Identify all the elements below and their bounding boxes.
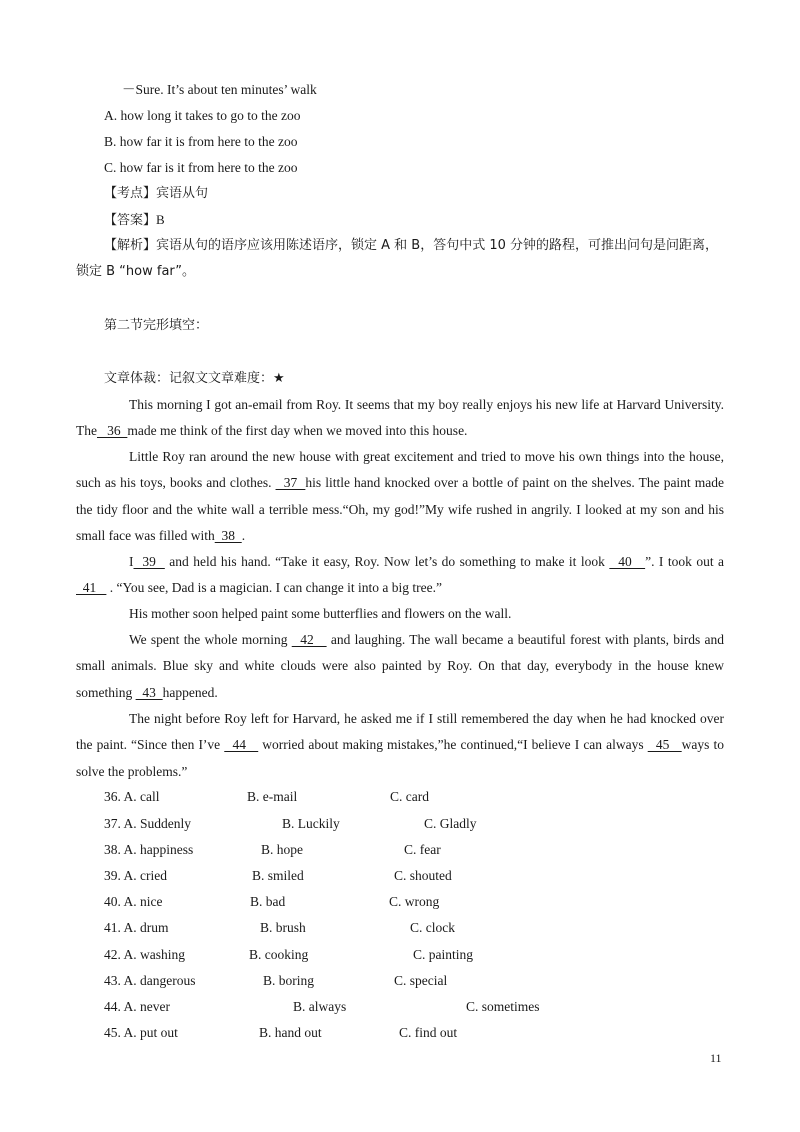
question-36-option-b: B. e-mail [247,789,298,804]
passage-paragraph-3: I 39 and held his hand. “Take it easy, Roy. Now let’s do something to make it look 40 ”. I took out a 41 . “You see, Dad is a magician. I can change it into a big tree.” [76,554,725,596]
jiexi-line-1 [104,237,718,255]
blank-43: 43 [135,684,163,700]
question-44-option-c: C. sometimes [466,999,540,1014]
question-41-option-c: C. clock [410,920,455,935]
question-42-option-c: C. painting [413,947,473,962]
kaodian-value: 宾语从句 [156,186,209,201]
question-40-option-b: B. bad [250,894,286,909]
question-41-option-a: 41. A. drum [104,920,169,935]
passage-paragraph-1: This morning I got an-email from Roy. It seems that my boy really enjoys his new life at Harvard University. The 36 made me think of the first day when we moved into this house. [76,397,724,439]
option-b: B. how far it is from here to the zoo [104,134,298,149]
question-42-option-b: B. cooking [249,947,309,962]
jiexi-label: 【解析】 [104,238,157,253]
question-43-option-b: B. boring [263,973,315,988]
kaodian-line [104,185,208,203]
blank-36: 36 [97,423,128,439]
blank-41: 41 [76,580,107,596]
option-c: C. how far is it from here to the zoo [104,160,298,175]
question-36-option-c: C. card [390,789,429,804]
question-37-option-b: B. Luckily [282,816,340,831]
jiexi-line-2: 锁定 B “how far”。 [76,264,196,279]
question-38-option-a: 38. A. happiness [104,842,194,857]
blank-45: 45 [647,737,682,753]
page-number: 11 [710,1051,722,1065]
answer-value: B [156,212,165,227]
question-45-option-c: C. find out [399,1025,458,1040]
blank-42: 42 [291,632,327,647]
question-45-option-b: B. hand out [259,1025,322,1040]
question-45-option-a: 45. A. put out [104,1025,178,1040]
question-38-option-b: B. hope [261,842,303,857]
question-37-option-a: 37. A. Suddenly [104,816,192,831]
question-37-option-c: C. Gladly [424,816,477,831]
blank-40: 40 [609,554,646,569]
blank-38: 38 [214,527,242,543]
question-40-option-c: C. wrong [389,894,440,909]
blank-44: 44 [224,737,259,753]
question-42-option-a: 42. A. washing [104,947,185,962]
option-a: A. how long it takes to go to the zoo [104,108,301,123]
question-40-option-a: 40. A. nice [104,894,163,909]
question-38-option-c: C. fear [404,842,441,857]
passage-paragraph-4: His mother soon helped paint some butterflies and flowers on the wall. [129,606,512,621]
question-43-option-c: C. special [394,973,448,988]
jiexi-text-1: 宾语从句的语序应该用陈述语序，锁定 A 和 B，答句中式 10 分钟的路程，可推出问句是问距离， [156,238,719,253]
section-title: 第二节完形填空： [104,318,209,333]
question-44-option-b: B. always [293,999,347,1014]
passage-paragraph-5: We spent the whole morning 42 and laughing. The wall became a beautiful forest with plants, birds and small animals. Blue sky and white clouds were also painted by Roy. On that day, everybody in the house knew something 43 happened. [76,632,724,700]
passage-genre: 文章体裁：记叙文文章难度：★ [104,371,285,386]
blank-37: 37 [275,475,306,491]
dialogue-answer-line: －Sure. It’s about ten minutes’ walk [122,82,317,97]
question-44-option-a: 44. A. never [104,999,170,1014]
question-41-option-b: B. brush [260,920,306,935]
passage-paragraph-6: The night before Roy left for Harvard, he asked me if I still remembered the day when he had knocked over the paint. “Since then I’ve 44 worried about making mistakes,”he continued,“I believe I can always 45 ways to solve the problems.” [76,711,725,779]
kaodian-label: 【考点】 [104,186,157,201]
blank-39: 39 [133,554,165,569]
question-36-option-a: 36. A. call [104,789,160,804]
question-39-option-a: 39. A. cried [104,868,167,883]
question-39-option-c: C. shouted [394,868,452,883]
answer-label: 【答案】 [104,213,157,228]
question-39-option-b: B. smiled [252,868,304,883]
question-43-option-a: 43. A. dangerous [104,973,196,988]
answer-line [104,211,165,230]
passage-paragraph-2: Little Roy ran around the new house with great excitement and tried to move his own things into the house, such as his toys, books and clothes. 37 his little hand knocked over a bottle of paint on the shelves. The paint made the tidy floor and the white wall a terrible mess.“Oh, my god!”My wife rushed in angrily. I looked at my son and his small face was filled with 38 . [76,449,724,543]
